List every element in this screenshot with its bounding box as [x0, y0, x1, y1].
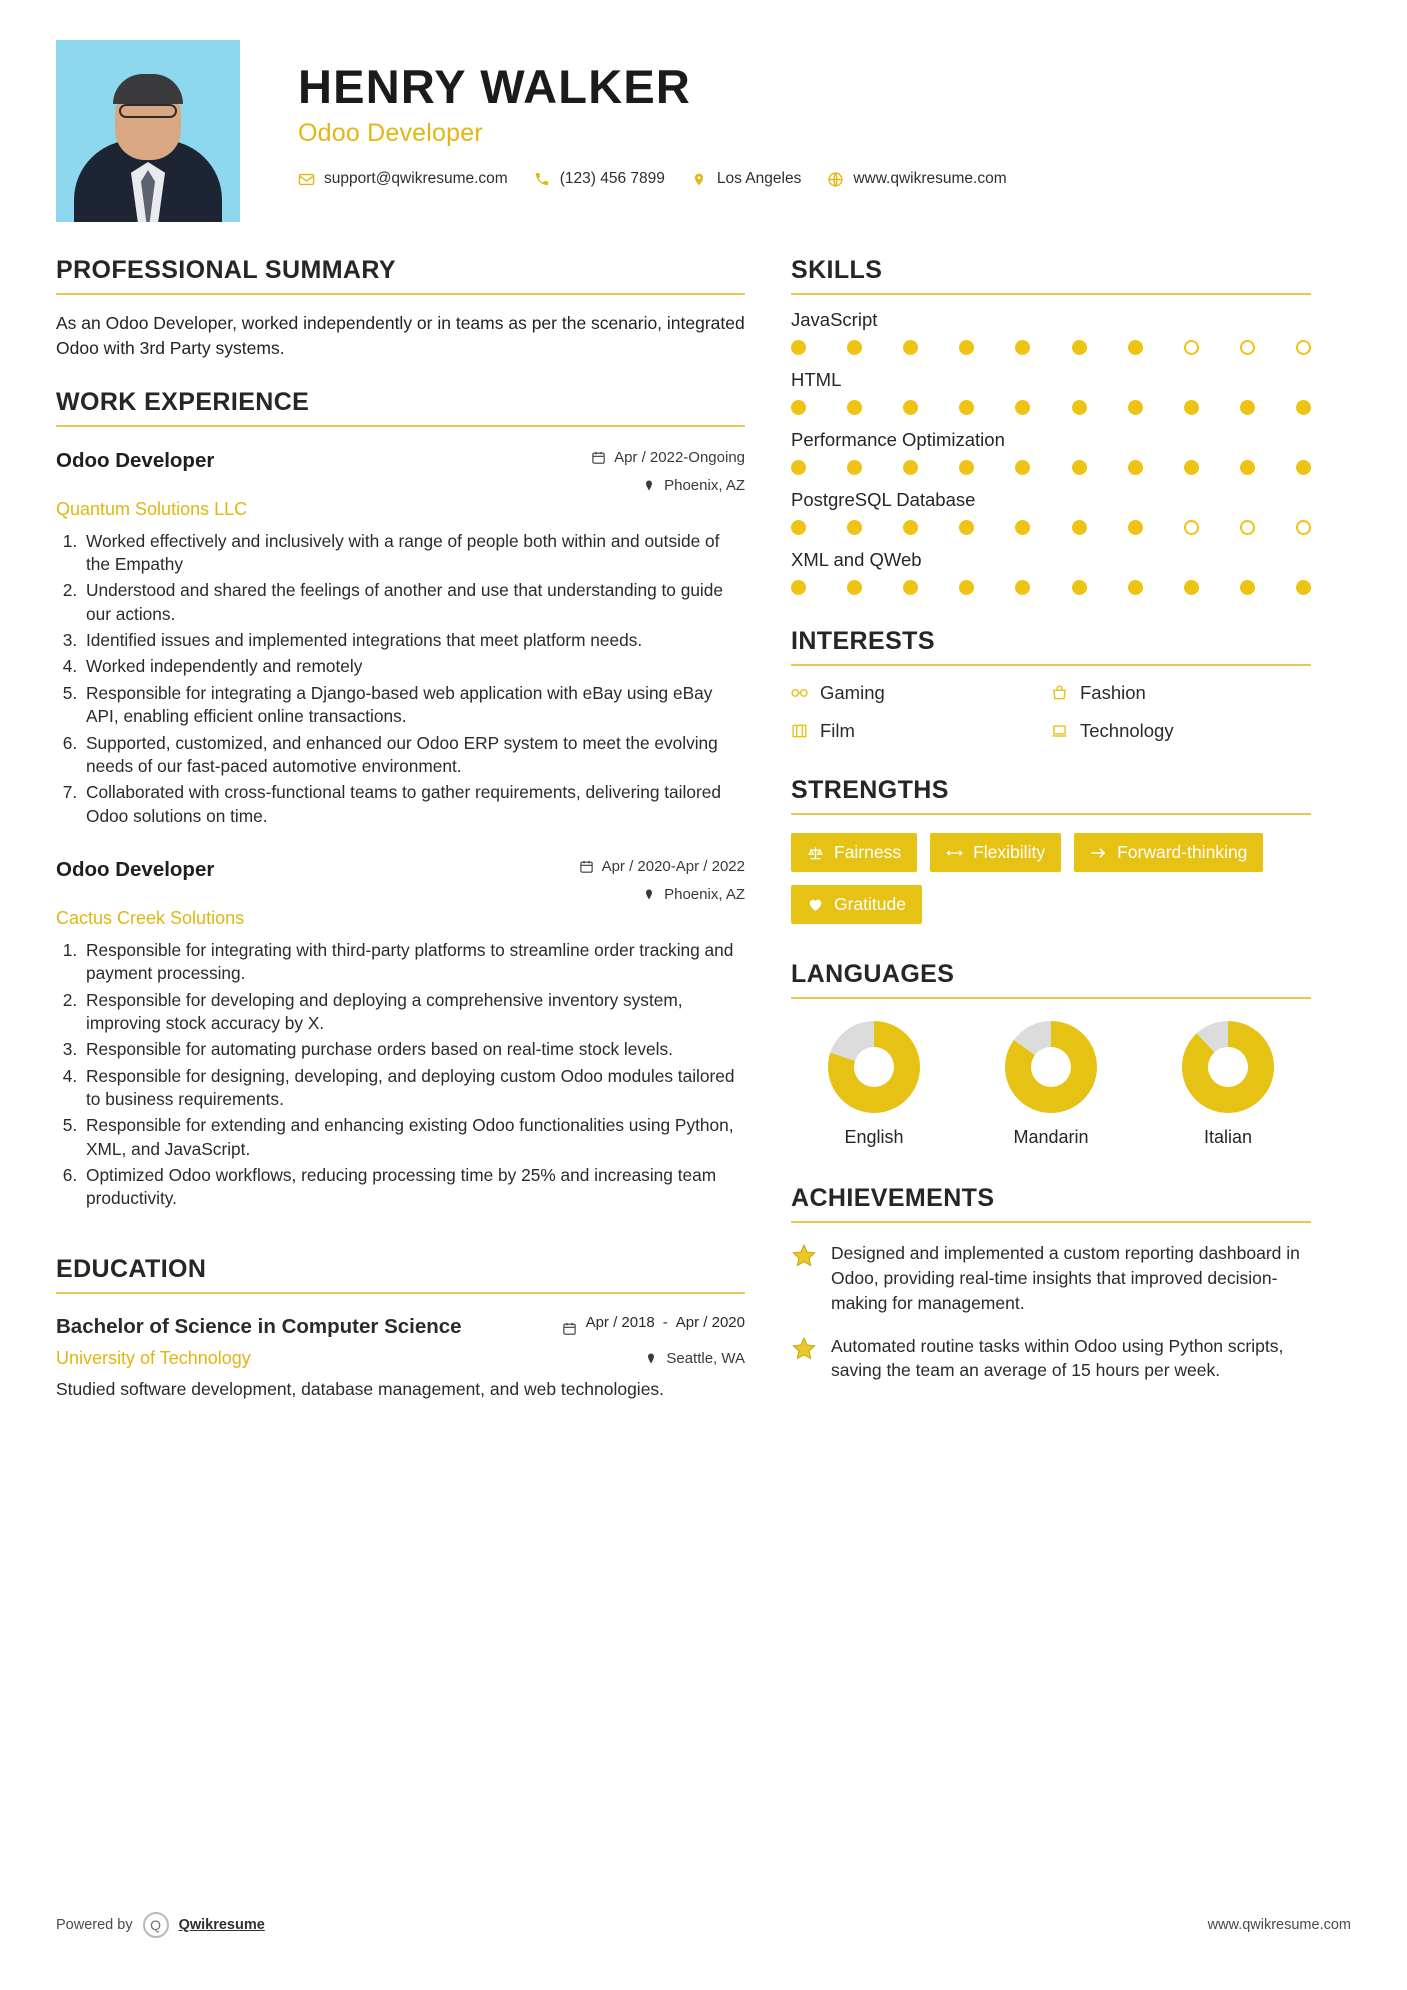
strength-label: Flexibility: [973, 842, 1046, 862]
section-title-interests: INTERESTS: [791, 627, 935, 655]
section-interests: [791, 627, 1311, 742]
education-description: Studied software development, database management, and web technologies.: [56, 1379, 665, 1400]
film-icon: [791, 723, 808, 740]
skill-rating: [791, 400, 1311, 415]
strength-label: Gratitude: [834, 894, 906, 914]
strength-chip-fairness: [791, 833, 917, 872]
strength-chip-forward-thinking: [1074, 833, 1263, 872]
footer-website[interactable]: www.qwikresume.com: [1207, 1917, 1351, 1933]
contact-website[interactable]: [827, 170, 1006, 188]
pin-icon: [642, 1350, 659, 1367]
section-work-experience: [56, 388, 745, 1211]
section-title-skills: SKILLS: [791, 256, 883, 284]
calendar-icon: [590, 449, 607, 466]
contact-website-text: www.qwikresume.com: [853, 170, 1007, 188]
left-column: [56, 256, 791, 1409]
work-bullet: 1. Responsible for integrating with third-party platforms to streamline order tracking and payment processing.: [82, 939, 745, 986]
contact-phone[interactable]: [534, 170, 665, 188]
pin-icon: [640, 886, 657, 903]
phone-icon: [534, 171, 551, 188]
contact-location: [691, 170, 801, 188]
skill-item: [791, 369, 1311, 415]
work-item: [56, 858, 745, 1211]
summary-text: As an Odoo Developer, worked independently or in teams as per the scenario, integrated Odoo with 3rd Party systems.: [56, 313, 745, 359]
education-item: [56, 1314, 745, 1403]
skill-item: [791, 429, 1311, 475]
work-bullet: 1. Worked effectively and inclusively with a range of people both within and outside of the Empathy: [82, 530, 745, 577]
interest-label: Technology: [1080, 720, 1174, 741]
work-bullet: 5. Responsible for extending and enhancing existing Odoo functionalities using Python, XML, and JavaScript.: [82, 1114, 745, 1161]
language-label: English: [844, 1127, 904, 1147]
work-bullet: 2. Understood and shared the feelings of another and use that understanding to guide our actions.: [82, 579, 745, 626]
pin-icon: [640, 477, 657, 494]
interest-label: Film: [820, 720, 855, 741]
skill-item: [791, 549, 1311, 595]
interest-item: [791, 720, 1051, 742]
scales-icon: [807, 844, 824, 861]
work-bullet: 3. Responsible for automating purchase orders based on real-time stock levels.: [82, 1038, 745, 1061]
work-dates-text: Apr / 2020-Apr / 2022: [601, 857, 745, 875]
work-bullet: 3. Identified issues and implemented integrations that meet platform needs.: [82, 629, 745, 652]
interest-label: Fashion: [1080, 682, 1146, 703]
work-bullet: 6. Supported, customized, and enhanced our Odoo ERP system to meet the evolving needs of our fast-paced automotive environment.: [82, 732, 745, 779]
contact-email-text: support@qwikresume.com: [324, 170, 508, 188]
skill-rating: [791, 580, 1311, 595]
work-dates: [590, 449, 745, 466]
skill-name: Performance Optimization: [791, 429, 1005, 450]
gamepad-icon: [791, 685, 808, 702]
section-professional-summary: [56, 256, 745, 362]
work-bullet: 2. Responsible for developing and deploying a comprehensive inventory system, improving stock accuracy by X.: [82, 989, 745, 1036]
section-education: [56, 1255, 745, 1403]
work-bullet: 4. Worked independently and remotely: [82, 655, 745, 678]
language-progress-ring: [828, 1021, 920, 1113]
work-location-text: Phoenix, AZ: [664, 476, 745, 494]
work-item: [56, 449, 745, 828]
star-icon: [791, 1243, 817, 1316]
strength-label: Forward-thinking: [1117, 842, 1248, 862]
qwikresume-logo-icon: Q: [143, 1912, 169, 1938]
work-company: Quantum Solutions LLC: [56, 498, 248, 519]
language-label: Italian: [1203, 1127, 1253, 1147]
page-footer: [56, 1912, 1351, 1938]
education-start: Apr / 2018: [585, 1313, 655, 1331]
powered-by-label: Powered by: [56, 1917, 133, 1933]
powered-by: [56, 1912, 265, 1938]
section-achievements: [791, 1184, 1311, 1383]
contact-email[interactable]: [298, 170, 508, 188]
skill-rating: [791, 460, 1311, 475]
work-dates: [578, 858, 745, 875]
interest-item: [1051, 682, 1311, 704]
location-icon: [691, 171, 708, 188]
work-location-text: Phoenix, AZ: [664, 885, 745, 903]
section-title-work: WORK EXPERIENCE: [56, 387, 310, 416]
skill-item: [791, 309, 1311, 355]
language-item: [799, 1021, 949, 1148]
language-label: Mandarin: [1013, 1127, 1089, 1147]
section-strengths: [791, 776, 1311, 924]
avatar: [56, 40, 240, 222]
contact-location-text: Los Angeles: [716, 170, 802, 188]
work-bullet: 7. Collaborated with cross-functional teams to gather requirements, delivering tailored Odoo solutions on time.: [82, 781, 745, 828]
calendar-icon: [578, 858, 595, 875]
calendar-icon: [561, 1320, 578, 1337]
work-dates-text: Apr / 2022-Ongoing: [614, 448, 745, 466]
education-end: Apr / 2020: [675, 1313, 745, 1331]
interest-item: [1051, 720, 1311, 742]
work-bullet: 6. Optimized Odoo workflows, reducing processing time by 25% and increasing team productivity.: [82, 1164, 745, 1211]
work-title: Odoo Developer: [56, 857, 215, 881]
work-bullets: [82, 530, 745, 828]
skill-item: [791, 489, 1311, 535]
strength-label: Fairness: [834, 842, 902, 862]
education-dates: [561, 1314, 745, 1337]
achievement-item: [791, 1334, 1311, 1384]
section-title-languages: LANGUAGES: [791, 960, 955, 988]
language-progress-ring: [1182, 1021, 1274, 1113]
work-title: Odoo Developer: [56, 448, 215, 472]
page-title: HENRY WALKER: [298, 60, 692, 113]
language-item: [1153, 1021, 1303, 1148]
resume-header: [56, 40, 1351, 232]
work-location: [578, 886, 745, 903]
section-title-achievements: ACHIEVEMENTS: [791, 1184, 995, 1212]
achievement-item: [791, 1241, 1311, 1316]
globe-icon: [827, 171, 844, 188]
contact-phone-text: (123) 456 7899: [559, 170, 665, 188]
interest-label: Gaming: [820, 682, 885, 703]
achievement-text: Automated routine tasks within Odoo using Python scripts, saving the team an average of 15 hours per week.: [831, 1335, 1284, 1381]
education-degree: Bachelor of Science in Computer Science: [56, 1314, 462, 1338]
education-location-text: Seattle, WA: [666, 1350, 745, 1368]
section-title-strengths: STRENGTHS: [791, 776, 949, 804]
arrows-icon: [946, 844, 963, 861]
interest-item: [791, 682, 1051, 704]
star-icon: [791, 1336, 817, 1384]
right-column: [791, 256, 1311, 1409]
email-icon: [298, 171, 315, 188]
contact-list: [298, 170, 1351, 188]
qwikresume-brand[interactable]: Qwikresume: [178, 1917, 265, 1933]
bag-icon: [1051, 685, 1068, 702]
language-item: [976, 1021, 1126, 1148]
work-bullets: [82, 939, 745, 1211]
work-bullet: 5. Responsible for integrating a Django-based web application with eBay using eBay API, enabling efficient online transactions.: [82, 682, 745, 729]
section-title-education: EDUCATION: [56, 1254, 207, 1283]
arrow-right-icon: [1090, 844, 1107, 861]
skill-rating: [791, 340, 1311, 355]
education-school: University of Technology: [56, 1348, 251, 1369]
work-bullet: 4. Responsible for designing, developing, and deploying custom Odoo modules tailored to business requirements.: [82, 1065, 745, 1112]
section-languages: [791, 960, 1311, 1148]
heart-icon: [807, 896, 824, 913]
skill-name: JavaScript: [791, 309, 878, 330]
skill-name: XML and QWeb: [791, 549, 922, 570]
laptop-icon: [1051, 723, 1068, 740]
achievement-text: Designed and implemented a custom reporting dashboard in Odoo, providing real-time insights that improved decision-making for management.: [831, 1243, 1300, 1313]
skill-name: HTML: [791, 369, 842, 390]
strength-chip-flexibility: [930, 833, 1061, 872]
work-company: Cactus Creek Solutions: [56, 907, 245, 928]
strength-chip-gratitude: [791, 885, 922, 924]
language-progress-ring: [1005, 1021, 1097, 1113]
education-dash: -: [662, 1313, 668, 1331]
skill-rating: [791, 520, 1311, 535]
job-role-subtitle: Odoo Developer: [298, 119, 483, 148]
skill-name: PostgreSQL Database: [791, 489, 976, 510]
education-location: [642, 1350, 745, 1367]
section-skills: [791, 256, 1311, 595]
section-title-summary: PROFESSIONAL SUMMARY: [56, 256, 396, 284]
work-location: [590, 477, 745, 494]
